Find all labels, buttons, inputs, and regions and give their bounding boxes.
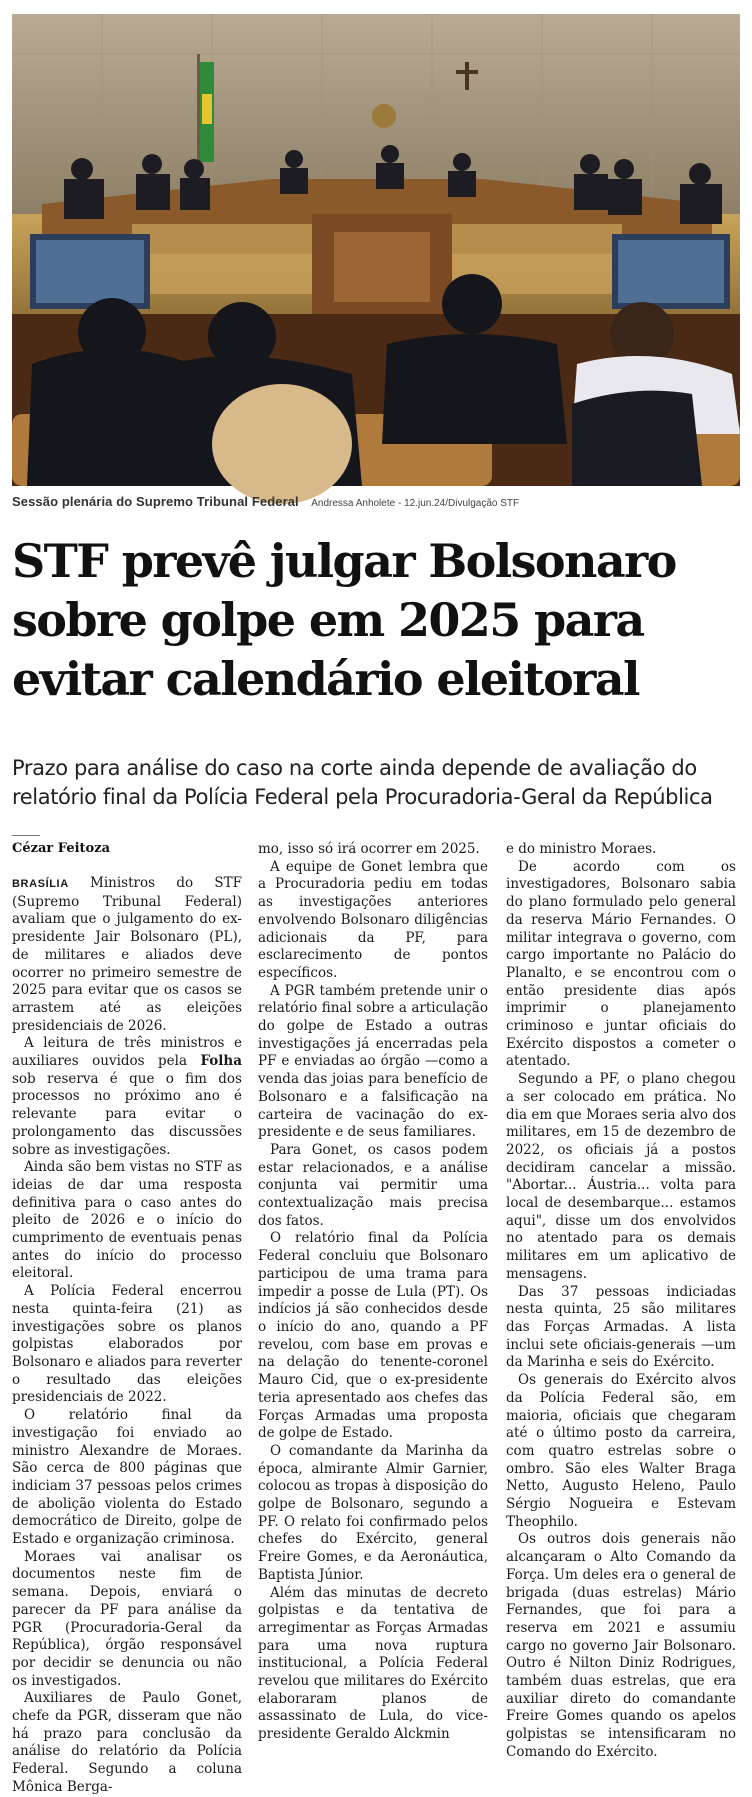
- paragraph-text: A leitura de três ministros e auxiliares ouvidos pela: [12, 1035, 242, 1070]
- paragraph: Moraes vai analisar os documentos neste fim de semana. Depois, enviará o parecer da PF para análise da PGR (Procuradoria-Geral da República), órgão responsável por decidir se denuncia ou não os investigados.: [12, 1548, 242, 1689]
- paragraph: A PGR também pretende unir o relatório final sobre a articulação do golpe de Estado a outras investigações já encerradas pela PF e enviadas ao órgão —como a venda das joias para benefício de Bolsonaro e a falsificação na carteira de vacinação do ex-presidente e de seus familiares.: [258, 982, 488, 1141]
- paragraph: O comandante da Marinha da época, almirante Almir Garnier, colocou as tropas à disposição do golpe de Bolsonaro, segundo a PF. O relato foi confirmado pelos chefes do Exército, general Freire Gomes, e da Aeronáutica, Baptista Júnior.: [258, 1442, 488, 1583]
- paragraph-text: sob reserva é que o fim dos processos no próximo ano é relevante para evitar o prolongamento das discussões sobre as investigações.: [12, 1070, 242, 1158]
- article-column-2: [258, 841, 488, 1743]
- paragraph: O relatório final da investigação foi enviado ao ministro Alexandre de Moraes. São cerca de 800 páginas que indiciam 37 pessoas pelos crimes de abolição violenta do Estado democrático de Direito, golpe de Estado e organização criminosa.: [12, 1407, 242, 1548]
- article-photo: [12, 14, 740, 486]
- paragraph: De acordo com os investigadores, Bolsonaro sabia do plano formulado pelo general da reserva Mário Fernandes. O militar integrava o governo, com cargo importante no Palácio do Planalto, e se encontrou com o então presidente dias após imprimir o planejamento criminoso e juntar oficiais do Exército dispostos a cometer o atentado.: [506, 858, 736, 1070]
- paragraph: A equipe de Gonet lembra que a Procuradoria pediu em todas as investigações anteriores envolvendo Bolsonaro diligências adicionais da PF, para esclarecimento de pontos específicos.: [258, 858, 488, 981]
- paragraph: e do ministro Moraes.: [506, 841, 657, 857]
- paragraph: Para Gonet, os casos podem estar relacionados, e a análise conjunta vai permitir uma contextualização mais precisa dos fatos.: [258, 1141, 488, 1229]
- headline: STF prevê julgar Bolsonaro sobre golpe em 2025 para evitar calendário eleitoral: [12, 534, 676, 706]
- paragraph: [12, 875, 242, 1035]
- paragraph-text: Ministros do STF (Supremo Tribunal Federal) avaliam que o julgamento do ex-presidente Jair Bolsonaro (PL), de militares e aliados deve ocorrer no primeiro semestre de 2025 para evitar que os casos se arrastem até as eleições presidenciais de 2026.: [12, 875, 242, 1034]
- paragraph: mo, isso só irá ocorrer em 2025.: [258, 841, 480, 857]
- caption-text: Sessão plenária do Supremo Tribunal Federal: [12, 494, 299, 509]
- paragraph: Segundo a PF, o plano chegou a ser colocado em prática. No dia em que Moraes seria alvo dos militares, em 15 de dezembro de 2022, os oficiais já a postos decidiram cancelar a missão. "Abortar... Áustria... volta para local de desembarque... estamos aqui", disse um dos envolvidos no atentado para os demais militares em um aplicativo de mensagens.: [506, 1071, 736, 1282]
- byline-rule: [12, 835, 40, 836]
- dateline: BRASÍLIA: [12, 878, 69, 890]
- plenary-session-photo: [12, 14, 740, 486]
- byline: Cézar Feitoza: [12, 841, 111, 856]
- paragraph: Das 37 pessoas indiciadas nesta quinta, 25 são militares das Forças Armadas. A lista inclui sete oficiais-generais —um da Marinha e seis do Exército.: [506, 1283, 736, 1371]
- paragraph: Os generais do Exército alvos da Polícia Federal são, em maioria, oficiais que chegaram até o último posto da carreira, com quatro estrelas sobre o ombro. São eles Walter Braga Netto, Augusto Heleno, Paulo Sérgio Nogueira e Estevam Theophilo.: [506, 1372, 736, 1530]
- paragraph: Os outros dois generais não alcançaram o Alto Comando da Força. Um deles era o general de brigada (duas estrelas) Mário Fernandes, que foi para a reserva em 2021 e assumiu cargo no governo Jair Bolsonaro. Outro é Nilton Diniz Rodrigues, também duas estrelas, que era auxiliar direto do comandante Freire Gomes quando os apelos golpistas se intensificaram no Comando do Exército.: [506, 1531, 736, 1760]
- paragraph: O relatório final da Polícia Federal concluiu que Bolsonaro participou de uma trama para impedir a posse de Lula (PT). Os indícios já são conhecidos desde o início do ano, quando a PF revelou, com base em provas e na delação do tenente-coronel Mauro Cid, que o ex-presidente teria apresentado aos chefes das Forças Armadas uma proposta de golpe de Estado.: [258, 1230, 488, 1442]
- paragraph: Auxiliares de Paulo Gonet, chefe da PGR, disseram que não há prazo para conclusão da análise do relatório da Polícia Federal. Segundo a coluna Mônica Berga-: [12, 1690, 242, 1795]
- article-column-3: [506, 841, 736, 1760]
- paragraph: Além das minutas de decreto golpistas e da tentativa de arregimentar as Forças Armadas para uma nova ruptura institucional, a Polícia Federal revelou que militares do Exército elaboraram planos de assassinato de Lula, do vice-presidente Geraldo Alckmin: [258, 1584, 488, 1743]
- article-column-1: [12, 875, 242, 1795]
- paragraph: A Polícia Federal encerrou nesta quinta-feira (21) as investigações sobre os planos golpistas elaborados por Bolsonaro e aliados para reverter o resultado das eleições presidenciais de 2022.: [12, 1283, 242, 1406]
- paragraph: [12, 1035, 242, 1159]
- subheadline: Prazo para análise do caso na corte ainda depende de avaliação do relatório final da Polícia Federal pela Procuradoria-Geral da República: [12, 756, 713, 809]
- photo-credit: Andressa Anholete - 12.jun.24/Divulgação STF: [311, 498, 520, 509]
- newspaper-name: Folha: [200, 1053, 242, 1070]
- photo-caption: [12, 493, 740, 513]
- paragraph: Ainda são bem vistas no STF as ideias de dar uma resposta definitiva para o caso antes do pleito de 2026 e o início do cumprimento de eventuais penas antes do início do processo eleitoral.: [12, 1159, 242, 1282]
